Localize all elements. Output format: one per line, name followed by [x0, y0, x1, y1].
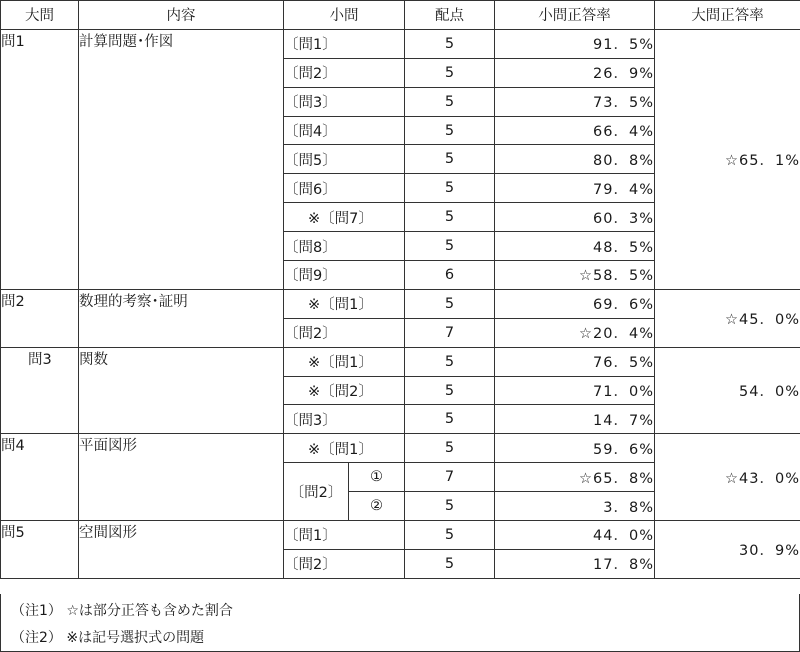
overall-rate-cell: 30．9% — [655, 521, 800, 579]
table-row — [1, 289, 800, 318]
overall-rate-cell: ☆65．1% — [655, 29, 800, 289]
sub-rate-cell: ☆65．8% — [495, 463, 655, 492]
points-cell: 5 — [405, 492, 495, 521]
note-partial-credit: （注1） ☆は部分正答も含めた割合 — [11, 603, 233, 619]
shomon-cell: 〔問2〕 — [284, 549, 405, 578]
overall-rate-cell: 54．0% — [655, 347, 800, 434]
points-cell: 5 — [405, 434, 495, 463]
sub-rate-cell: 44．0% — [495, 521, 655, 550]
sub-rate-cell: 48．5% — [495, 232, 655, 261]
shomon-cell: ※〔問1〕 — [284, 289, 405, 318]
part-mark-cell: ① — [349, 463, 405, 492]
points-cell: 5 — [405, 549, 495, 578]
overall-rate-cell: ☆43．0% — [655, 434, 800, 521]
daimon-label: 問2 — [1, 289, 79, 347]
overall-rate-cell: ☆45．0% — [655, 289, 800, 347]
sub-rate-cell: 71．0% — [495, 376, 655, 405]
header-points: 配点 — [405, 1, 495, 30]
points-cell: 6 — [405, 261, 495, 290]
shomon-cell: 〔問1〕 — [284, 521, 405, 550]
points-cell: 5 — [405, 521, 495, 550]
sub-rate-cell: 91．5% — [495, 29, 655, 58]
header-shomon: 小問 — [284, 1, 405, 30]
points-cell: 5 — [405, 203, 495, 232]
header-content: 内容 — [79, 1, 284, 30]
points-cell: 5 — [405, 405, 495, 434]
table-row — [1, 434, 800, 463]
points-cell: 5 — [405, 289, 495, 318]
shomon-cell: ※〔問7〕 — [284, 203, 405, 232]
daimon-label: 問5 — [1, 521, 79, 579]
sub-rate-cell: 60．3% — [495, 203, 655, 232]
shomon-cell: 〔問9〕 — [284, 261, 405, 290]
points-cell: 7 — [405, 318, 495, 347]
header-row — [1, 1, 800, 30]
daimon-label: 問4 — [1, 434, 79, 521]
header-sub-rate: 小問正答率 — [495, 1, 655, 30]
sub-rate-cell: ☆20．4% — [495, 318, 655, 347]
table-row — [1, 29, 800, 58]
sub-rate-cell: 3．8% — [495, 492, 655, 521]
header-daimon: 大問 — [1, 1, 79, 30]
sub-rate-cell: 26．9% — [495, 58, 655, 87]
shomon-cell: 〔問3〕 — [284, 87, 405, 116]
header-overall-rate: 大問正答率 — [655, 1, 800, 30]
content-cell: 平面図形 — [79, 434, 284, 521]
points-cell: 5 — [405, 87, 495, 116]
shomon-cell: 〔問2〕 — [284, 58, 405, 87]
shomon-cell: 〔問8〕 — [284, 232, 405, 261]
table-row — [1, 521, 800, 550]
notes-box — [0, 594, 800, 652]
shomon-cell: ※〔問2〕 — [284, 376, 405, 405]
sub-rate-cell: 17．8% — [495, 549, 655, 578]
points-cell: 5 — [405, 145, 495, 174]
shomon-cell: 〔問6〕 — [284, 174, 405, 203]
points-cell: 5 — [405, 376, 495, 405]
sub-rate-cell: 66．4% — [495, 116, 655, 145]
note-multiple-choice: （注2） ※は記号選択式の問題 — [11, 630, 205, 646]
table-row — [1, 347, 800, 376]
sub-rate-cell: 69．6% — [495, 289, 655, 318]
daimon-label: 問3 — [1, 347, 79, 434]
shomon-cell: 〔問2〕 — [284, 318, 405, 347]
shomon-cell: 〔問1〕 — [284, 29, 405, 58]
sub-rate-cell: 14．7% — [495, 405, 655, 434]
points-cell: 5 — [405, 347, 495, 376]
points-cell: 7 — [405, 463, 495, 492]
part-mark-cell: ② — [349, 492, 405, 521]
content-cell: 計算問題･作図 — [79, 29, 284, 289]
points-cell: 5 — [405, 174, 495, 203]
points-cell: 5 — [405, 116, 495, 145]
points-cell: 5 — [405, 58, 495, 87]
sub-rate-cell: 76．5% — [495, 347, 655, 376]
shomon-cell: 〔問5〕 — [284, 145, 405, 174]
sub-rate-cell: 59．6% — [495, 434, 655, 463]
content-cell: 数理的考察･証明 — [79, 289, 284, 347]
shomon-cell: 〔問4〕 — [284, 116, 405, 145]
content-cell: 関数 — [79, 347, 284, 434]
shomon-cell: ※〔問1〕 — [284, 434, 405, 463]
sub-rate-cell: 80．8% — [495, 145, 655, 174]
points-cell: 5 — [405, 232, 495, 261]
sub-rate-cell: ☆58．5% — [495, 261, 655, 290]
shomon-cell: ※〔問1〕 — [284, 347, 405, 376]
content-cell: 空間図形 — [79, 521, 284, 579]
shomon-split-cell: 〔問2〕 — [284, 463, 349, 521]
points-cell: 5 — [405, 29, 495, 58]
daimon-label: 問1 — [1, 29, 79, 289]
sub-rate-cell: 73．5% — [495, 87, 655, 116]
sub-rate-cell: 79．4% — [495, 174, 655, 203]
shomon-cell: 〔問3〕 — [284, 405, 405, 434]
